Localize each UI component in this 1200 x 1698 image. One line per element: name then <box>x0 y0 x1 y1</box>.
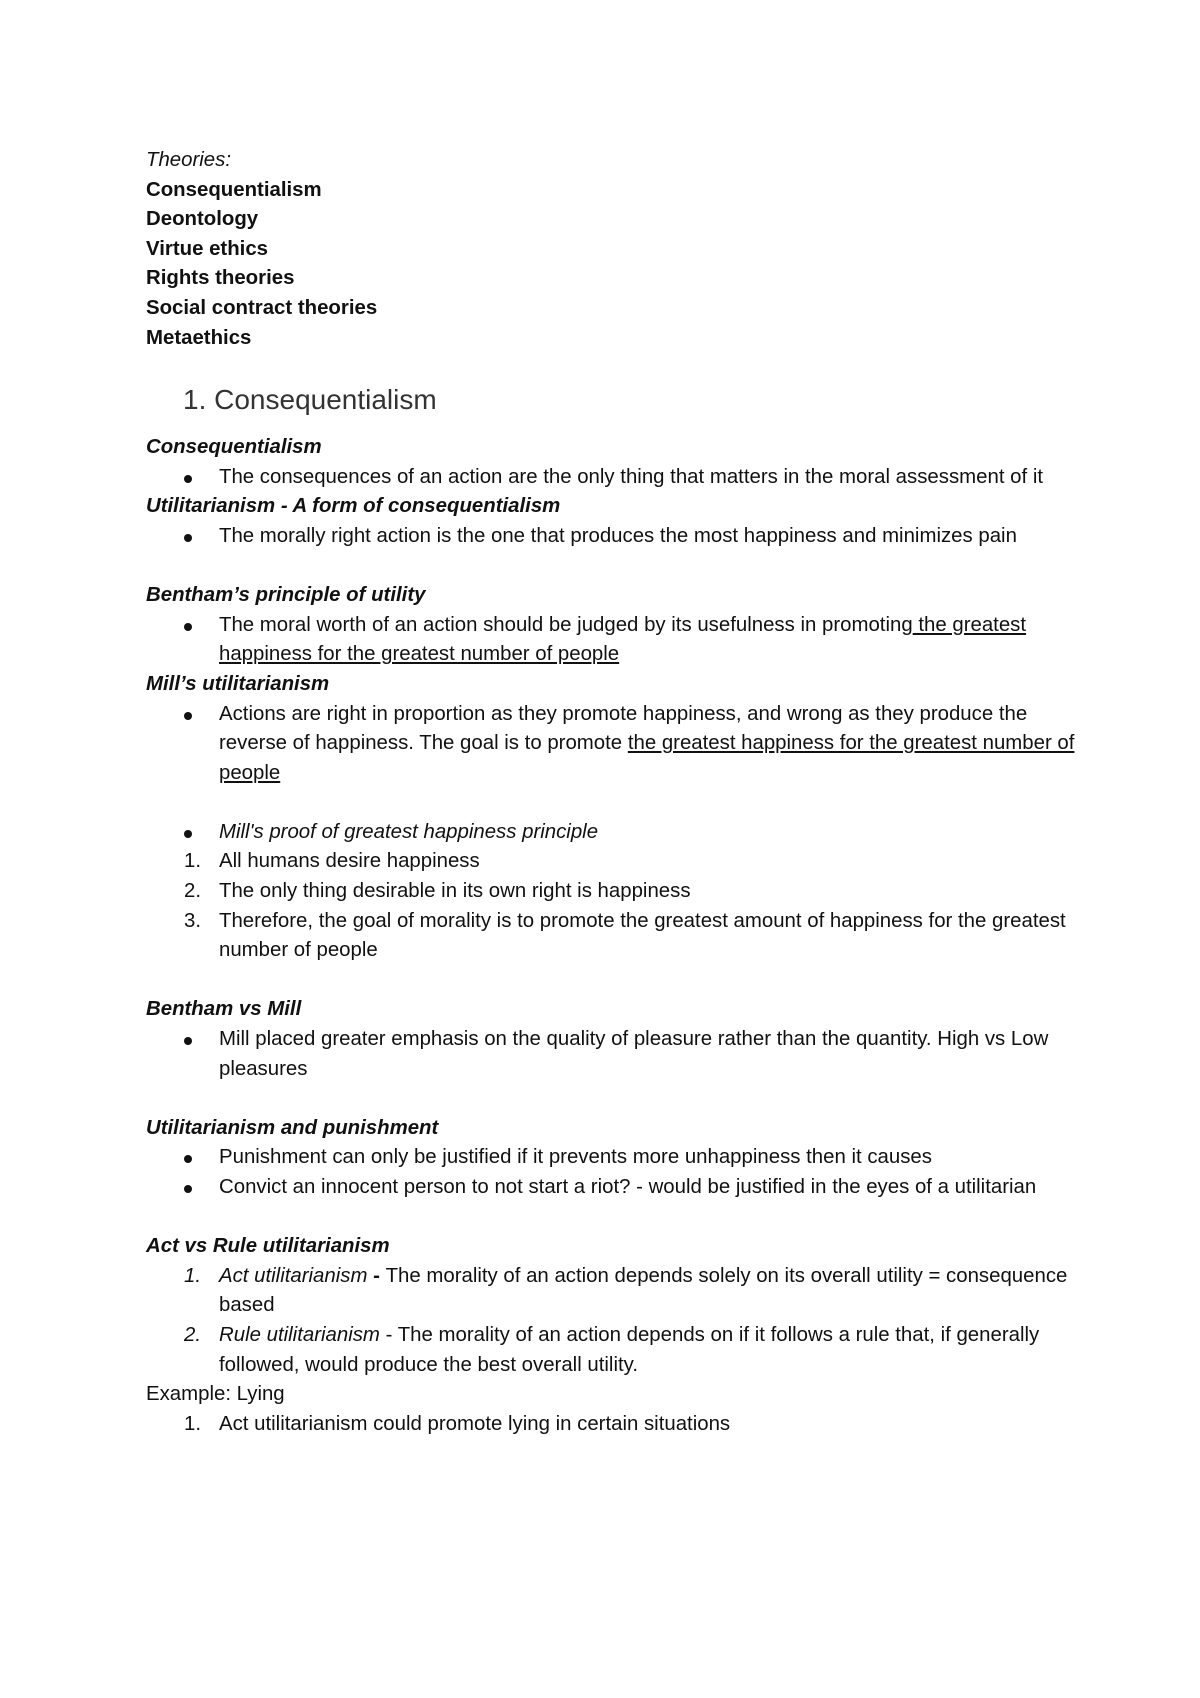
rule-utilitarianism-sep: - <box>379 1323 398 1346</box>
mill-proof-bullet: Mill's proof of greatest happiness principle <box>219 820 599 843</box>
utilitarianism-bullet: The morally right action is the one that produces the most happiness and minimizes pain <box>219 524 1017 547</box>
mill-proof-step: All humans desire happiness <box>219 850 480 873</box>
mill-title: Mill’s utilitarianism <box>146 672 330 695</box>
example-item-text: Act utilitarianism could promote lying in certain situations <box>219 1412 731 1435</box>
punishment-bullet: Convict an innocent person to not start a riot? - would be justified in the eyes of a utilitarian <box>219 1176 1037 1198</box>
bentham-vs-mill-bullet: Mill placed greater emphasis on the quality of pleasure rather than the quantity. High vs Low pleasures <box>219 1028 1049 1080</box>
rule-utilitarianism-text: The morality of an action depends on if it follows a rule that, if generally followed, would produce the best overall utility. <box>219 1323 1040 1376</box>
bentham-bullet-text: The moral worth of an action should be judged by its usefulness in promoting <box>219 613 913 636</box>
punishment-title: Utilitarianism and punishment <box>146 1116 439 1139</box>
bullet-icon <box>184 1155 192 1163</box>
bentham-vs-mill-title: Bentham vs Mill <box>146 998 302 1021</box>
theory-metaethics: Metaethics <box>146 326 252 349</box>
theory-deontology: Deontology <box>146 208 259 231</box>
mill-bullet-underlined: the greatest happiness for the greatest number of people <box>219 732 1075 784</box>
bullet-icon <box>184 1037 192 1045</box>
list-item <box>146 522 1076 552</box>
bullet-icon <box>184 534 192 542</box>
item-number: 1. <box>184 1412 202 1435</box>
act-rule-title: Act vs Rule utilitarianism <box>146 1235 390 1258</box>
act-utilitarianism-sep: - <box>367 1264 386 1287</box>
mill-proof-step: The only thing desirable in its own right is happiness <box>219 880 691 903</box>
bentham-title: Bentham’s principle of utility <box>146 584 426 607</box>
theory-virtue-ethics: Virtue ethics <box>146 237 269 260</box>
numbered-item <box>146 1321 1076 1380</box>
act-utilitarianism-text: The morality of an action depends solely on its overall utility = consequence based <box>219 1264 1068 1317</box>
list-item <box>146 700 1076 789</box>
bullet-icon <box>184 1185 192 1193</box>
item-number: 1. <box>184 1264 202 1287</box>
bullet-icon <box>184 475 192 483</box>
list-item <box>146 463 1076 493</box>
list-item <box>146 611 1076 670</box>
utilitarianism-title: Utilitarianism - A form of consequentialism <box>146 495 561 518</box>
list-item <box>146 818 1076 848</box>
numbered-item <box>146 877 1076 907</box>
theories-label: Theories: <box>146 149 231 171</box>
list-item <box>146 1025 1076 1084</box>
bullet-icon <box>184 623 192 631</box>
item-number: 2. <box>184 880 202 903</box>
bullet-icon <box>184 830 192 838</box>
mill-proof-step: Therefore, the goal of morality is to promote the greatest amount of happiness for the greatest number of people <box>219 909 1066 962</box>
list-item <box>146 1143 1076 1173</box>
bullet-icon <box>184 712 192 720</box>
rule-utilitarianism-term: Rule utilitarianism <box>219 1323 380 1346</box>
numbered-item <box>146 1410 1076 1440</box>
numbered-item <box>146 907 1076 966</box>
consequentialism-bullet: The consequences of an action are the only thing that matters in the moral assessment of it <box>219 465 1044 488</box>
document-body <box>146 146 1076 1439</box>
numbered-item <box>146 847 1076 877</box>
theory-consequentialism: Consequentialism <box>146 178 322 201</box>
act-utilitarianism-term: Act utilitarianism <box>219 1264 368 1287</box>
consequentialism-title: Consequentialism <box>146 436 322 459</box>
section-heading: 1. Consequentialism <box>183 384 437 416</box>
example-label: Example: Lying <box>146 1383 285 1406</box>
list-item <box>146 1173 1076 1203</box>
mill-bullet-text: Actions are right in proportion as they promote happiness, and wrong as they produce the reverse of happiness. The goal is to promote <box>219 702 1028 755</box>
bentham-bullet-underlined: the greatest happiness for the greatest number of people <box>219 613 1027 666</box>
item-number: 2. <box>184 1323 202 1346</box>
punishment-bullet: Punishment can only be justified if it prevents more unhappiness then it causes <box>219 1146 932 1169</box>
numbered-item <box>146 1262 1076 1321</box>
item-number: 1. <box>184 850 202 873</box>
item-number: 3. <box>184 909 202 932</box>
theory-rights: Rights theories <box>146 267 295 290</box>
theory-social-contract: Social contract theories <box>146 296 378 319</box>
